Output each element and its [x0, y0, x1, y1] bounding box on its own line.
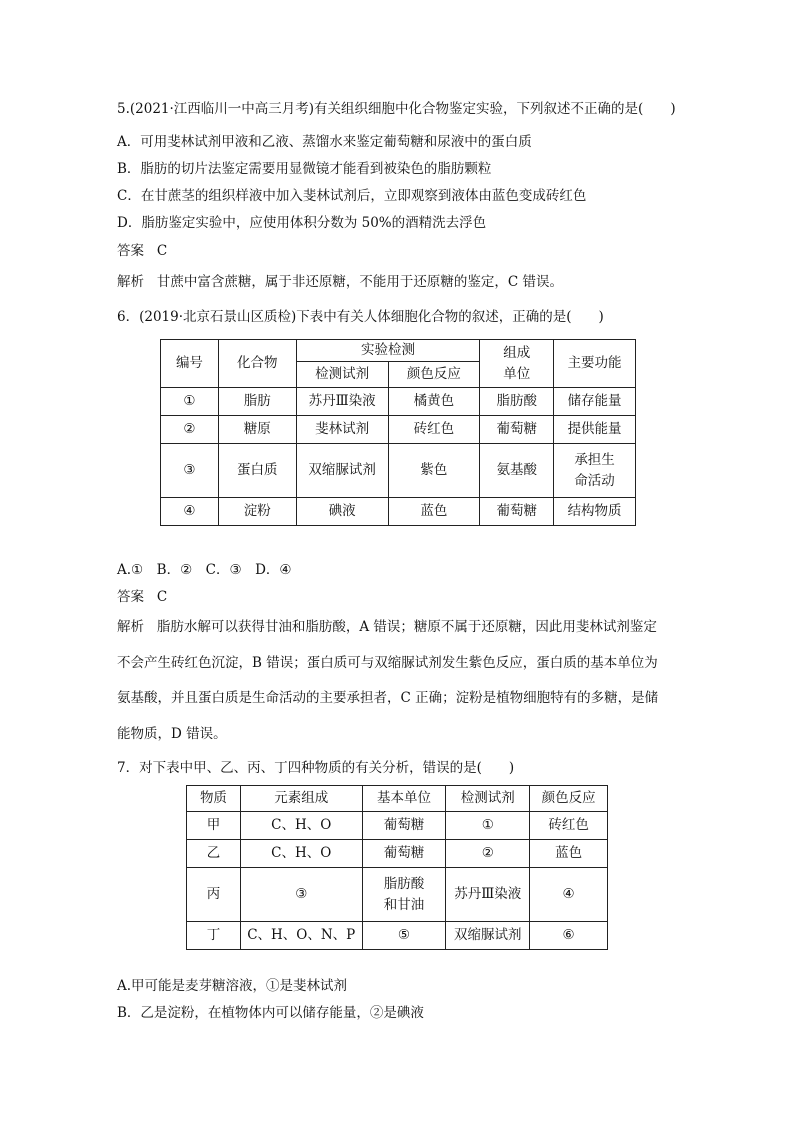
cell-reagent: 斐林试剂 — [296, 416, 388, 444]
cell-function: 储存能量 — [554, 388, 636, 416]
cell-compound: 蛋白质 — [218, 444, 296, 498]
header-unit: 基本单位 — [362, 786, 446, 812]
cell-reagent: 苏丹Ⅲ染液 — [446, 868, 530, 922]
cell-function-line1: 承担生 — [574, 451, 615, 468]
analysis-text: 脂肪水解可以获得甘油和脂肪酸，A 错误；糖原不属于还原糖，因此用斐林试剂鉴定 — [156, 619, 657, 635]
header-unit — [480, 340, 554, 388]
header-unit-line2: 单位 — [503, 365, 531, 382]
q5-analysis — [117, 272, 563, 292]
cell-color: 橘黄色 — [388, 388, 480, 416]
q6-analysis-line2: 不会产生砖红色沉淀，B 错误；蛋白质可与双缩脲试剂发生紫色反应，蛋白质的基本单位为 — [117, 655, 658, 671]
cell-number: ④ — [161, 498, 219, 526]
cell-unit: 葡萄糖 — [480, 416, 554, 444]
q7-table — [186, 785, 608, 950]
answer-value: C — [156, 243, 168, 259]
table-header-row — [161, 340, 636, 362]
cell-reagent: 苏丹Ⅲ染液 — [296, 388, 388, 416]
cell-color: 砖红色 — [530, 812, 608, 840]
cell-elements: C、H、O、N、P — [240, 922, 362, 950]
cell-unit-line2: 和甘油 — [383, 896, 425, 913]
header-reagent: 检测试剂 — [296, 362, 388, 388]
cell-reagent: ② — [446, 840, 530, 868]
q6-stem: 6．(2019·北京石景山区质检)下表中有关人体细胞化合物的叙述，正确的是( ) — [117, 309, 604, 325]
header-substance: 物质 — [187, 786, 241, 812]
cell-compound: 脂肪 — [218, 388, 296, 416]
cell-unit: 脂肪酸 — [480, 388, 554, 416]
header-number: 编号 — [161, 340, 219, 388]
header-color: 颜色反应 — [530, 786, 608, 812]
q5-option-a: A．可用斐林试剂甲液和乙液、蒸馏水来鉴定葡萄糖和尿液中的蛋白质 — [117, 134, 532, 150]
header-unit-line1: 组成 — [503, 344, 531, 361]
cell-unit: 葡萄糖 — [362, 812, 446, 840]
q7-option-b: B．乙是淀粉，在植物体内可以储存能量，②是碘液 — [117, 1005, 424, 1021]
cell-number: ① — [161, 388, 219, 416]
cell-function: 结构物质 — [554, 498, 636, 526]
cell-compound: 淀粉 — [218, 498, 296, 526]
table-row — [161, 444, 636, 498]
q6-analysis-line1 — [117, 617, 657, 637]
analysis-text: 甘蔗中富含蔗糖，属于非还原糖，不能用于还原糖的鉴定，C 错误。 — [156, 274, 563, 290]
table-row — [187, 922, 608, 950]
cell-reagent: ① — [446, 812, 530, 840]
cell-unit-line1: 脂肪酸 — [383, 875, 425, 892]
analysis-label: 解析 — [117, 619, 144, 635]
cell-unit: 氨基酸 — [480, 444, 554, 498]
q5-option-d: D．脂肪鉴定实验中，应使用体积分数为 50%的酒精洗去浮色 — [117, 215, 487, 231]
cell-number: ② — [161, 416, 219, 444]
cell-color: 砖红色 — [388, 416, 480, 444]
table-row — [187, 840, 608, 868]
analysis-label: 解析 — [117, 274, 144, 290]
q6-answer — [117, 587, 167, 607]
table-row — [187, 868, 608, 922]
q5-stem: 5.(2021·江西临川一中高三月考)有关组织细胞中化合物鉴定实验，下列叙述不正确的是( ) — [117, 101, 676, 117]
q5-option-b: B．脂肪的切片法鉴定需要用显微镜才能看到被染色的脂肪颗粒 — [117, 161, 492, 177]
table-row — [161, 416, 636, 444]
cell-unit: 葡萄糖 — [480, 498, 554, 526]
answer-label: 答案 — [117, 243, 144, 259]
cell-unit — [362, 868, 446, 922]
q6-analysis-line4: 能物质，D 错误。 — [117, 726, 227, 742]
cell-color: 紫色 — [388, 444, 480, 498]
q6-table — [160, 339, 636, 526]
q7-stem: 7．对下表中甲、乙、丙、丁四种物质的有关分析，错误的是( ) — [117, 760, 515, 776]
cell-color: 蓝色 — [388, 498, 480, 526]
cell-elements: C、H、O — [240, 812, 362, 840]
cell-elements: C、H、O — [240, 840, 362, 868]
cell-substance: 丙 — [187, 868, 241, 922]
q6-analysis-line3: 氨基酸，并且蛋白质是生命活动的主要承担者，C 正确；淀粉是植物细胞特有的多糖，是储 — [117, 690, 659, 706]
answer-value: C — [156, 589, 168, 605]
cell-unit: ⑤ — [362, 922, 446, 950]
cell-unit: 葡萄糖 — [362, 840, 446, 868]
cell-function: 提供能量 — [554, 416, 636, 444]
table-row — [161, 388, 636, 416]
header-elements: 元素组成 — [240, 786, 362, 812]
cell-substance: 丁 — [187, 922, 241, 950]
cell-reagent: 碘液 — [296, 498, 388, 526]
q6-options: A.① B．② C．③ D．④ — [117, 562, 292, 578]
cell-color: 蓝色 — [530, 840, 608, 868]
cell-color: ⑥ — [530, 922, 608, 950]
header-compound: 化合物 — [218, 340, 296, 388]
cell-substance: 乙 — [187, 840, 241, 868]
cell-function — [554, 444, 636, 498]
cell-elements: ③ — [240, 868, 362, 922]
q5-answer — [117, 241, 167, 261]
answer-label: 答案 — [117, 589, 144, 605]
header-reagent: 检测试剂 — [446, 786, 530, 812]
cell-function-line2: 命活动 — [574, 472, 615, 489]
cell-reagent: 双缩脲试剂 — [296, 444, 388, 498]
cell-reagent: 双缩脲试剂 — [446, 922, 530, 950]
header-experiment: 实验检测 — [296, 340, 480, 362]
q7-option-a: A.甲可能是麦芽糖溶液，①是斐林试剂 — [117, 978, 348, 994]
cell-color: ④ — [530, 868, 608, 922]
table-header-row — [187, 786, 608, 812]
table-row — [161, 498, 636, 526]
header-function: 主要功能 — [554, 340, 636, 388]
header-color: 颜色反应 — [388, 362, 480, 388]
cell-number: ③ — [161, 444, 219, 498]
cell-compound: 糖原 — [218, 416, 296, 444]
q5-option-c: C．在甘蔗茎的组织样液中加入斐林试剂后，立即观察到液体由蓝色变成砖红色 — [117, 188, 587, 204]
cell-substance: 甲 — [187, 812, 241, 840]
table-row — [187, 812, 608, 840]
